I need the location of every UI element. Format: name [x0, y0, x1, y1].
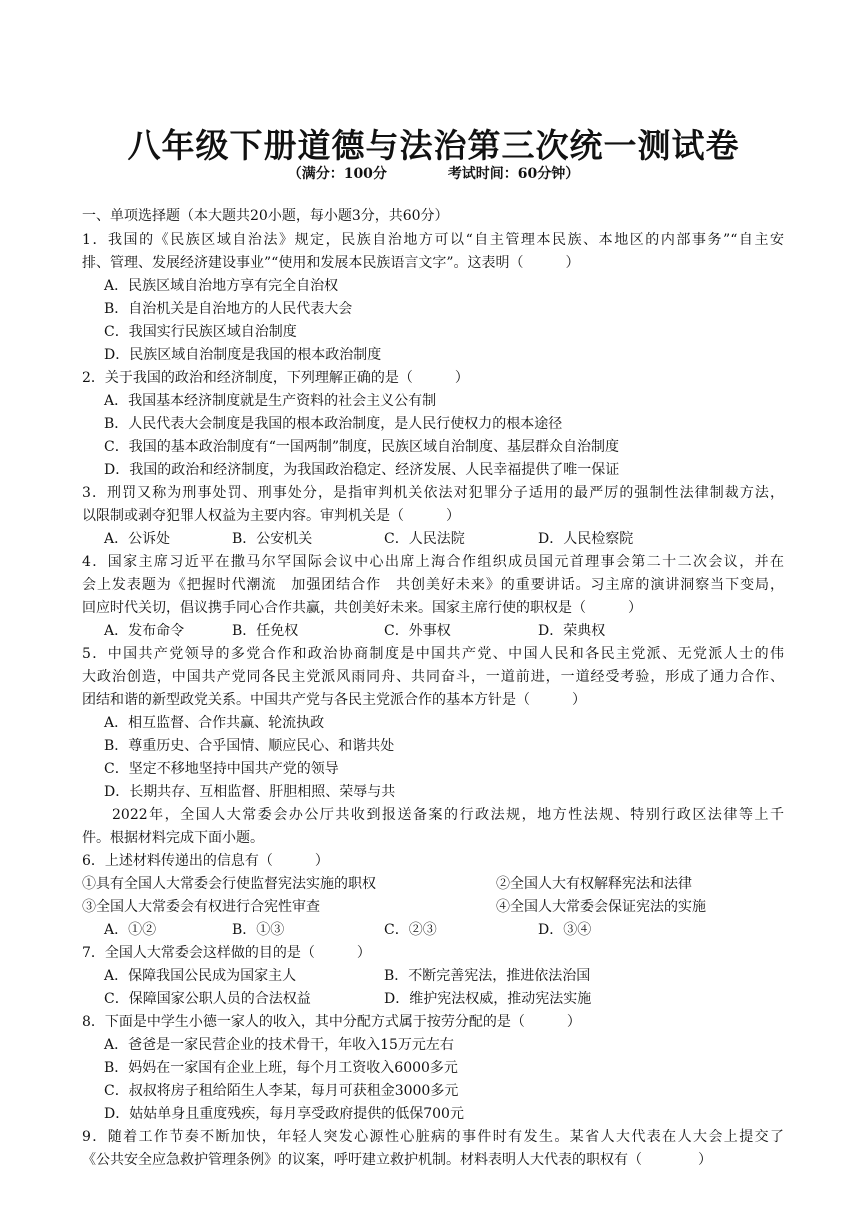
question-1-stem-cont: 排、管理、发展经济建设事业”“使用和发展本民族语言文字”。这表明（ ）: [82, 255, 580, 271]
question-6-option-d: D．③④: [538, 922, 592, 938]
question-7-stem: 7．全国人大常委会这样做的目的是（ ）: [82, 945, 371, 961]
section-heading: 一、单项选择题（本大题共20小题，每小题3分，共60分）: [82, 208, 449, 224]
question-5-stem: 5．中国共产党领导的多党合作和政治协商制度是中国共产党、中国人民和各民主党派、无党派人士的伟: [82, 646, 784, 662]
exam-time: 考试时间：60分钟）: [447, 166, 580, 182]
question-8-option-d: D．姑姑单身且重度残疾，每月享受政府提供的低保700元: [104, 1106, 464, 1122]
question-8-option-c: C．叔叔将房子租给陌生人李某，每月可获租金3000多元: [104, 1083, 459, 1099]
question-2-option-a: A．我国基本经济制度就是生产资料的社会主义公有制: [104, 393, 437, 409]
question-3-option-c: C．人民法院: [384, 531, 465, 547]
question-2-option-d: D．我国的政治和经济制度，为我国政治稳定、经济发展、人民幸福提供了唯一保证: [104, 462, 620, 478]
question-5-option-d: D．长期共存、互相监督、肝胆相照、荣辱与共: [104, 784, 396, 800]
question-5-stem-cont: 大政治创造，中国共产党同各民主党派风雨同舟、共同奋斗，一道前进，一道经受考验，形成了通力合作、: [82, 669, 784, 685]
material-text-cont: 件。根据材料完成下面小题。: [82, 830, 264, 846]
question-3-option-b: B．公安机关: [232, 531, 313, 547]
question-1-option-b: B．自治机关是自治地方的人民代表大会: [104, 301, 353, 317]
question-4-option-b: B．任免权: [232, 623, 299, 639]
question-1-option-a: A．民族区域自治地方享有完全自治权: [104, 278, 339, 294]
question-7-option-d: D．维护宪法权威，推动宪法实施: [384, 991, 592, 1007]
question-3-stem-cont: 以限制或剥夺犯罪人权益为主要内容。审判机关是（ ）: [82, 508, 460, 524]
full-score: （满分：100分: [287, 166, 387, 182]
question-6-option-c: C．②③: [384, 922, 437, 938]
question-8-stem: 8．下面是中学生小德一家人的收入，其中分配方式属于按劳分配的是（ ）: [82, 1014, 581, 1030]
question-7-option-c: C．保障国家公职人员的合法权益: [104, 991, 311, 1007]
question-8-option-b: B．妈妈在一家国有企业上班，每个月工资收入6000多元: [104, 1060, 458, 1076]
question-2-stem: 2．关于我国的政治和经济制度，下列理解正确的是（ ）: [82, 370, 469, 386]
question-6-statement-4: ④全国人大常委会保证宪法的实施: [496, 899, 706, 915]
question-3-stem: 3．刑罚又称为刑事处罚、刑事处分，是指审判机关依法对犯罪分子适用的最严厉的强制性法律制裁方法，: [82, 485, 784, 501]
question-1-option-c: C．我国实行民族区域自治制度: [104, 324, 297, 340]
material-text: 2022年，全国人大常委会办公厅共收到报送备案的行政法规，地方性法规、特别行政区法律等上千: [112, 807, 784, 823]
question-6-option-a: A．①②: [104, 922, 157, 938]
question-7-option-a: A．保障我国公民成为国家主人: [104, 968, 297, 984]
question-6-stem: 6．上述材料传递出的信息有（ ）: [82, 853, 329, 869]
question-4-stem-cont: 会上发表题为《把握时代潮流 加强团结合作 共创美好未来》的重要讲话。习主席的演讲洞察当下变局，: [82, 577, 784, 593]
question-2-option-b: B．人民代表大会制度是我国的根本政治制度，是人民行使权力的根本途径: [104, 416, 563, 432]
question-4-stem: 4．国家主席习近平在撒马尔罕国际会议中心出席上海合作组织成员国元首理事会第二十二次会议，并在: [82, 554, 784, 570]
question-1-stem: 1．我国的《民族区域自治法》规定，民族自治地方可以“自主管理本民族、本地区的内部事务”“自主安: [82, 232, 784, 248]
question-5-option-a: A．相互监督、合作共赢、轮流执政: [104, 715, 325, 731]
question-9-stem: 9．随着工作节奏不断加快，年轻人突发心源性心脏病的事件时有发生。某省人大代表在人大会上提交了: [82, 1129, 784, 1145]
question-5-option-c: C．坚定不移地坚持中国共产党的领导: [104, 761, 339, 777]
question-4-option-a: A．发布命令: [104, 623, 185, 639]
question-3-option-d: D．人民检察院: [538, 531, 634, 547]
question-5-option-b: B．尊重历史、合乎国情、顺应民心、和谐共处: [104, 738, 395, 754]
question-1-option-d: D．民族区域自治制度是我国的根本政治制度: [104, 347, 382, 363]
question-7-option-b: B．不断完善宪法，推进依法治国: [384, 968, 591, 984]
question-3-option-a: A．公诉处: [104, 531, 171, 547]
question-6-statement-3: ③全国人大常委会有权进行合宪性审查: [82, 899, 320, 915]
question-4-stem-cont2: 回应时代关切，倡议携手同心合作共赢，共创美好未来。国家主席行使的职权是（ ）: [82, 600, 642, 616]
question-6-statement-2: ②全国人大有权解释宪法和法律: [496, 876, 692, 892]
question-2-option-c: C．我国的基本政治制度有“一国两制”制度，民族区域自治制度、基层群众自治制度: [104, 439, 620, 455]
question-9-stem-cont: 《公共安全应急救护管理条例》的议案，呼吁建立救护机制。材料表明人大代表的职权有（ ）: [82, 1152, 712, 1168]
exam-meta: [0, 163, 867, 183]
question-6-option-b: B．①③: [232, 922, 285, 938]
question-5-stem-cont2: 团结和谐的新型政党关系。中国共产党与各民主党派合作的基本方针是（ ）: [82, 692, 586, 708]
question-4-option-c: C．外事权: [384, 623, 451, 639]
question-6-statement-1: ①具有全国人大常委会行使监督宪法实施的职权: [82, 876, 376, 892]
question-4-option-d: D．荣典权: [538, 623, 606, 639]
question-8-option-a: A．爸爸是一家民营企业的技术骨干，年收入15万元左右: [104, 1037, 454, 1053]
page-title: 八年级下册道德与法治第三次统一测试卷: [127, 126, 740, 165]
